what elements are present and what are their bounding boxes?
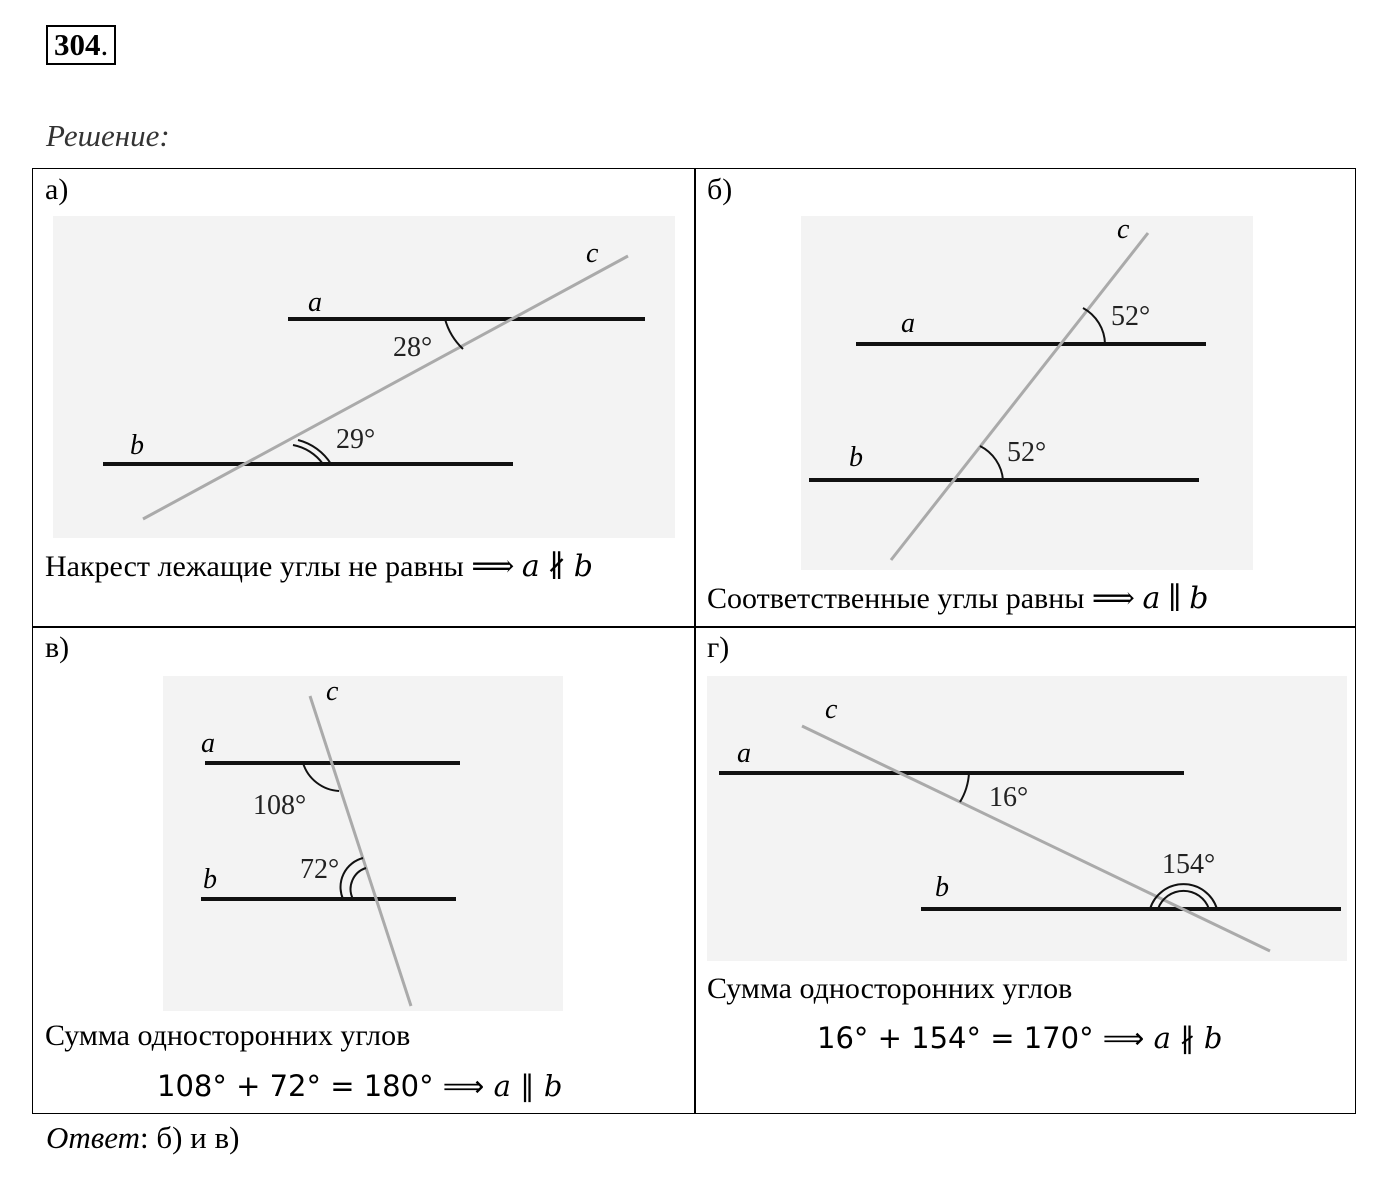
answer: Ответ: б) и в) bbox=[46, 1120, 240, 1155]
line-c bbox=[143, 256, 628, 519]
label-b: b bbox=[935, 872, 949, 903]
table-divider-horizontal bbox=[33, 626, 1355, 628]
arc-29-outer bbox=[298, 440, 331, 464]
label-a: a bbox=[201, 728, 215, 759]
figure-a bbox=[53, 216, 675, 538]
line-c bbox=[802, 726, 1270, 951]
arc-72-inner bbox=[351, 868, 366, 899]
arc-28 bbox=[445, 319, 463, 349]
cell-d-label: г) bbox=[707, 631, 730, 664]
label-b: b bbox=[849, 442, 863, 473]
label-c: c bbox=[1117, 216, 1130, 245]
angle-154: 154° bbox=[1162, 849, 1216, 880]
cell-b-caption: Соответственные углы равны ⟹ a ∥ b bbox=[707, 581, 1209, 616]
solution-label: Решение: bbox=[46, 118, 170, 153]
problem-number: 304. bbox=[46, 25, 116, 65]
table-divider-vertical bbox=[694, 169, 696, 1113]
cell-c-formula: 108° + 72° = 180° ⟹ a ∥ b bbox=[157, 1069, 563, 1103]
angle-72: 72° bbox=[300, 854, 340, 885]
angle-52-top: 52° bbox=[1111, 301, 1151, 332]
arc-29-inner bbox=[293, 445, 323, 464]
cell-d-formula: 16° + 154° = 170° ⟹ a ∦ b bbox=[817, 1021, 1223, 1055]
cell-a-label: а) bbox=[45, 173, 69, 206]
angle-16: 16° bbox=[989, 782, 1029, 813]
label-b: b bbox=[130, 430, 144, 461]
label-b: b bbox=[203, 864, 217, 895]
cell-c-label: в) bbox=[45, 631, 70, 664]
label-a: a bbox=[901, 308, 915, 339]
label-a: a bbox=[308, 287, 322, 318]
cell-a-caption: Накрест лежащие углы не равны ⟹ a ∦ b bbox=[45, 549, 593, 584]
label-c: c bbox=[825, 694, 838, 725]
figure-d bbox=[707, 676, 1347, 961]
line-c bbox=[310, 696, 411, 1006]
figure-b bbox=[801, 216, 1253, 570]
cell-d-caption: Сумма односторонних углов bbox=[707, 972, 1073, 1005]
label-c: c bbox=[586, 238, 599, 269]
figure-c bbox=[163, 676, 563, 1011]
line-c bbox=[891, 233, 1151, 560]
label-a: a bbox=[737, 738, 751, 769]
arc-52-bottom bbox=[980, 446, 1003, 480]
angle-29: 29° bbox=[336, 424, 376, 455]
arc-16 bbox=[960, 773, 969, 802]
cell-b-label: б) bbox=[707, 173, 733, 206]
solution-table bbox=[32, 168, 1356, 1114]
cell-c-caption: Сумма односторонних углов bbox=[45, 1019, 411, 1052]
angle-28: 28° bbox=[393, 332, 433, 363]
angle-108: 108° bbox=[253, 790, 307, 821]
angle-52-bottom: 52° bbox=[1007, 437, 1047, 468]
label-c: c bbox=[326, 676, 339, 707]
